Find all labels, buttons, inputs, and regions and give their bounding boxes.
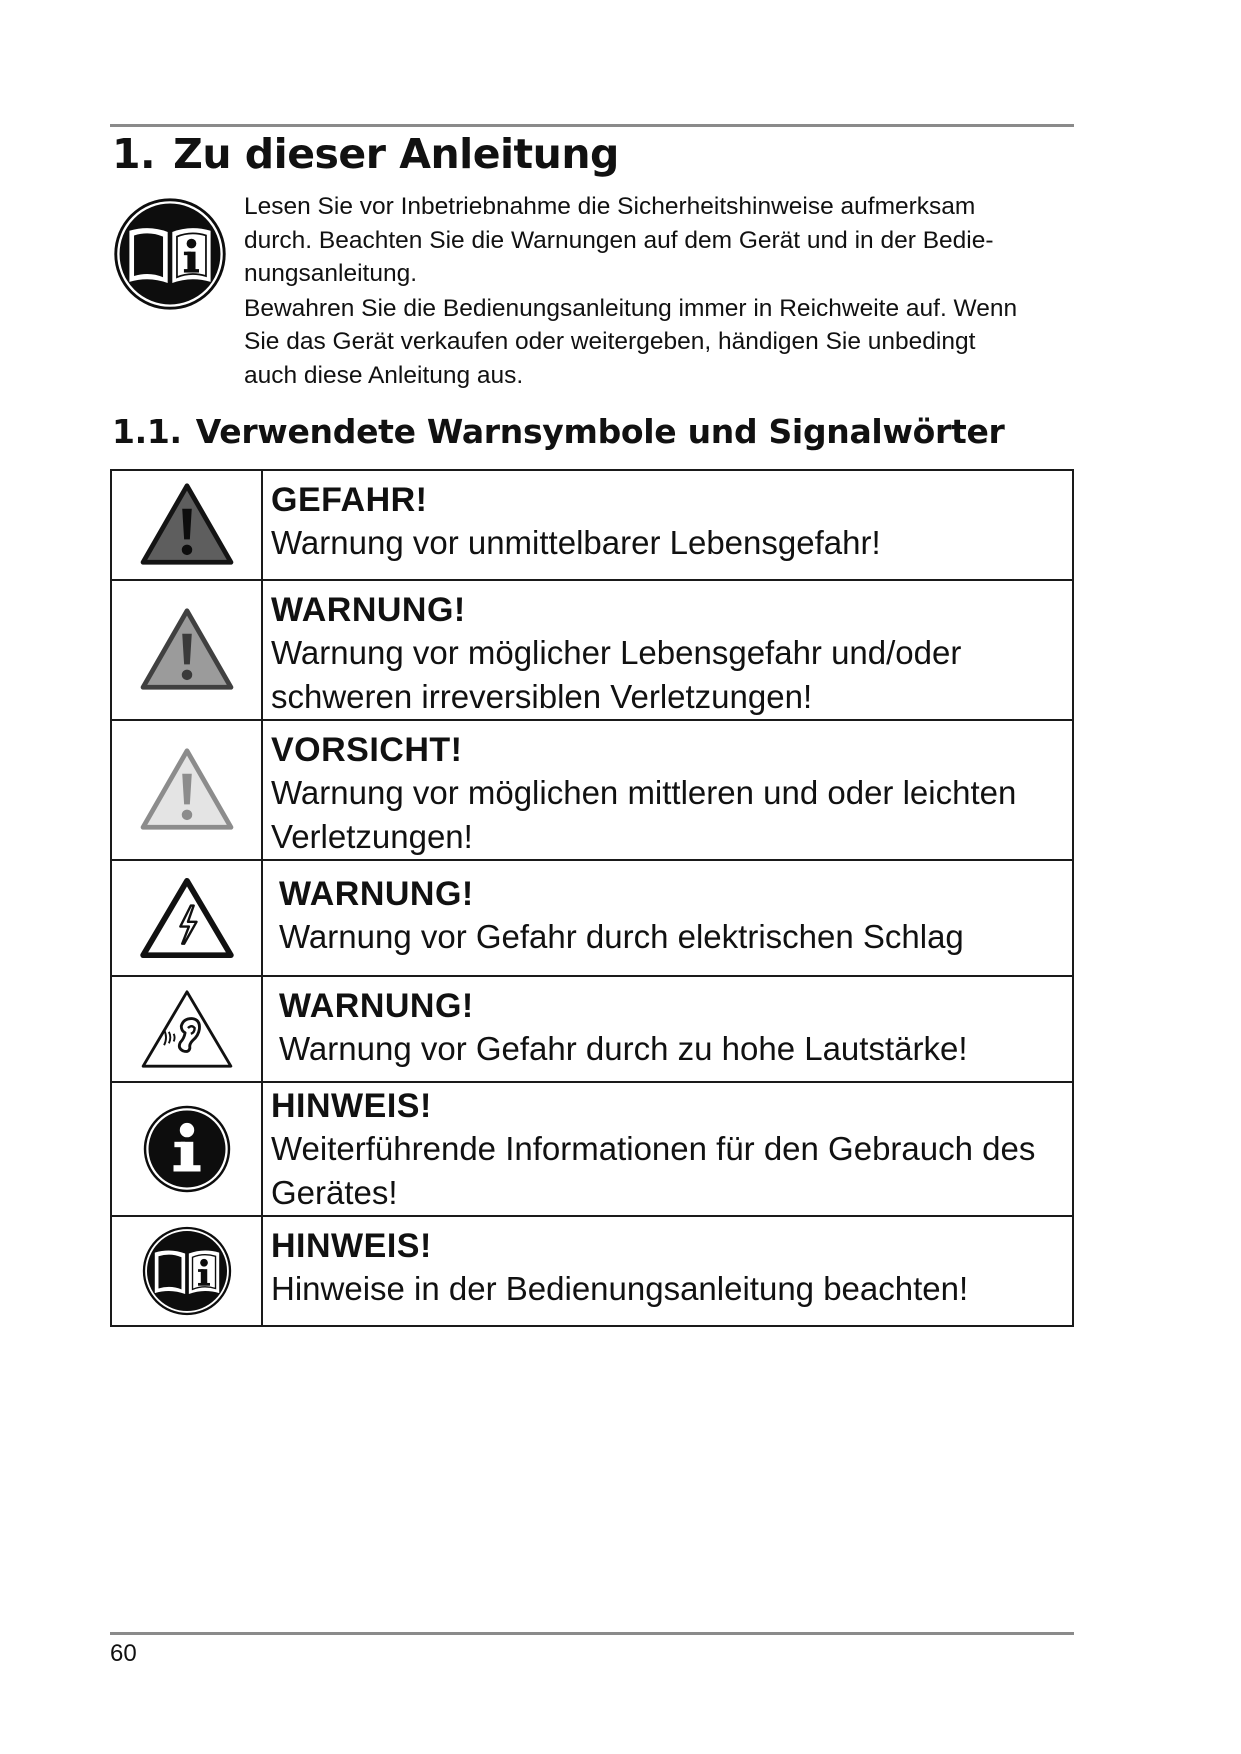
page-number: 60 <box>110 1640 137 1667</box>
intro-line: durch. Beachten Sie die Warnungen auf dem Gerät und in der Bedie- <box>244 226 994 254</box>
intro-text <box>244 190 1074 392</box>
signal-word: WARNUNG! <box>279 875 474 913</box>
warning-description: Hinweise in der Bedienungsanleitung beachten! <box>271 1270 969 1307</box>
signal-word: GEFAHR! <box>271 481 428 519</box>
signal-word: HINWEIS! <box>271 1227 432 1265</box>
signal-word: WARNUNG! <box>279 987 474 1025</box>
intro-line: nungsanleitung. <box>244 260 418 287</box>
table-row <box>111 1082 1073 1216</box>
bottom-divider <box>110 1632 1074 1635</box>
warning-triangle-icon <box>139 607 235 693</box>
intro-line: Lesen Sie vor Inbetriebnahme die Sicherheitshinweise aufmerksam <box>244 193 976 220</box>
warning-description: Warnung vor unmittelbarer Lebensgefahr! <box>271 524 881 561</box>
warning-description: Gerätes! <box>271 1174 398 1211</box>
intro-line: Sie das Gerät verkaufen oder weitergeben, händigen Sie unbedingt <box>244 328 976 355</box>
danger-triangle-icon <box>139 482 235 568</box>
warning-symbols-table <box>110 469 1074 1327</box>
warning-description: Warnung vor möglichen mittleren und oder leichten <box>271 774 1017 811</box>
warning-description: Weiterführende Informationen für den Gebrauch des <box>271 1130 1036 1167</box>
warning-description: Verletzungen! <box>271 818 473 855</box>
warning-description: schweren irreversiblen Verletzungen! <box>271 678 813 715</box>
intro-line: auch diese Anleitung aus. <box>244 361 524 389</box>
subsection-heading <box>112 412 1005 451</box>
subsection-title: Verwendete Warnsymbole und Signalwörter <box>195 412 1005 451</box>
section-heading <box>112 130 619 178</box>
intro-paragraph <box>244 292 1074 393</box>
section-title: Zu dieser Anleitung <box>173 130 619 178</box>
signal-word: HINWEIS! <box>271 1087 432 1125</box>
table-row <box>111 720 1073 860</box>
intro-paragraph <box>244 190 1074 291</box>
section-number: 1. <box>112 130 156 178</box>
intro-line: Bewahren Sie die Bedienungsanleitung immer in Reichweite auf. Wenn <box>244 294 1018 322</box>
table-row <box>111 580 1073 720</box>
warning-description: Warnung vor Gefahr durch elektrischen Schlag <box>279 918 964 955</box>
table-row <box>111 470 1073 580</box>
table-row <box>111 860 1073 976</box>
table-row <box>111 1216 1073 1326</box>
electric-shock-icon <box>139 877 235 959</box>
signal-word: VORSICHT! <box>271 731 463 769</box>
loud-volume-ear-icon <box>139 988 235 1070</box>
warning-description: Warnung vor möglicher Lebensgefahr und/oder <box>271 634 962 671</box>
manual-info-icon <box>112 196 228 312</box>
manual-info-icon <box>141 1225 233 1317</box>
signal-word: WARNUNG! <box>271 591 466 629</box>
subsection-number: 1.1. <box>112 412 182 451</box>
top-divider <box>110 124 1074 127</box>
caution-triangle-icon <box>139 747 235 833</box>
warning-description: Warnung vor Gefahr durch zu hohe Lautstärke! <box>279 1030 968 1067</box>
table-row <box>111 976 1073 1082</box>
info-icon <box>142 1104 232 1194</box>
